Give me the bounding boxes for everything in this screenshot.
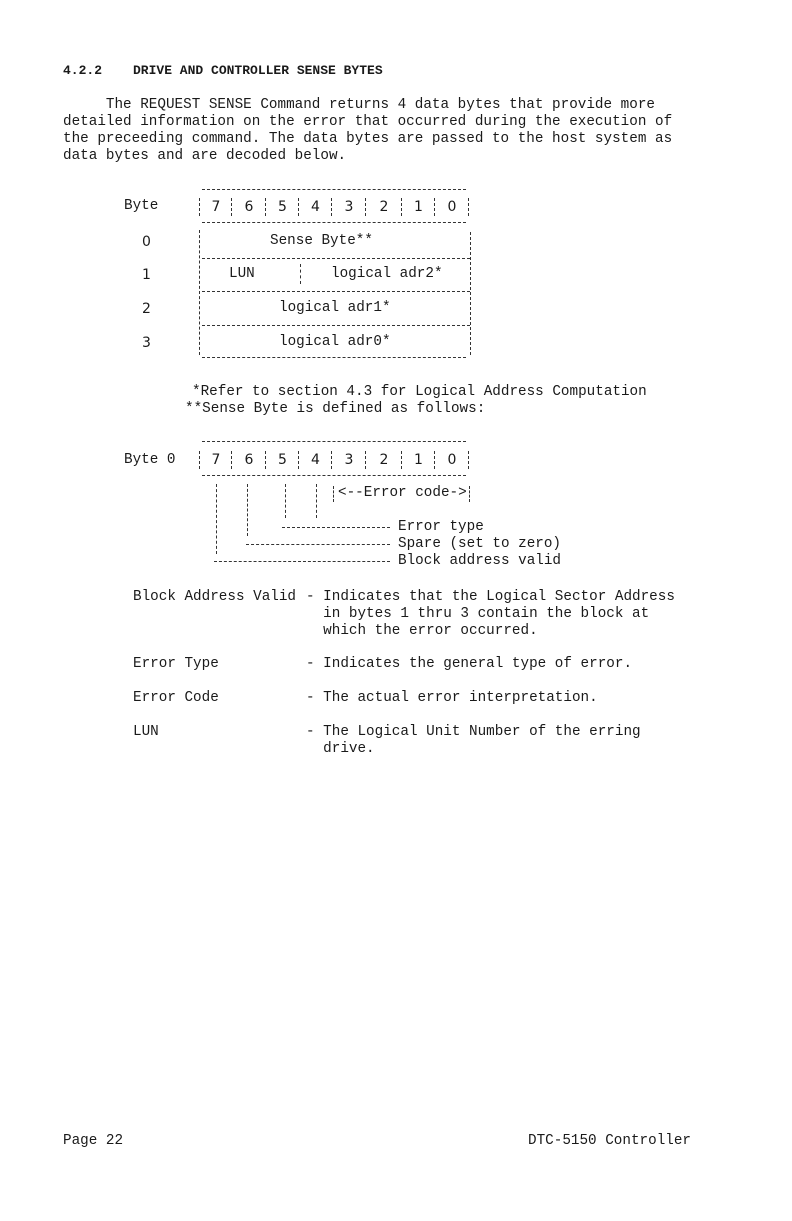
page-number: Page 22 — [63, 1133, 124, 1149]
bit-header: 7 — [211, 199, 221, 215]
definition-text: - The Logical Unit Number of the erring — [306, 724, 641, 740]
byte-label: Byte 0 — [124, 452, 176, 468]
row-field: logical adr1* — [279, 300, 391, 316]
bit-field-label: Block address valid — [398, 553, 562, 569]
row-lun-field: LUN — [229, 266, 255, 282]
definition-term: LUN — [133, 724, 159, 740]
byte-index: 0 — [142, 234, 151, 250]
bit-header: 6 — [244, 452, 254, 468]
footnote: **Sense Byte is defined as follows: — [185, 401, 486, 417]
definition-term: Error Type — [133, 656, 219, 672]
byte-index: 1 — [142, 267, 151, 283]
intro-line: detailed information on the error that occurred during the execution of — [63, 114, 673, 130]
row-field: logical adr0* — [279, 334, 391, 350]
row-field: logical adr2* — [331, 266, 443, 282]
bit-header: 6 — [244, 199, 254, 215]
bit-header: 1 — [414, 199, 423, 215]
bit-header: 5 — [278, 199, 287, 215]
bit-header: 0 — [447, 452, 457, 468]
definition-text: - Indicates that the Logical Sector Address — [306, 589, 675, 605]
footnote: *Refer to section 4.3 for Logical Address Computation — [192, 384, 647, 400]
bit-header: 7 — [211, 452, 221, 468]
intro-line: the preceeding command. The data bytes are passed to the host system as — [63, 131, 673, 147]
definition-text: which the error occurred. — [306, 623, 538, 639]
definition-term: Block Address Valid — [133, 589, 297, 605]
document-title: DTC-5150 Controller — [528, 1133, 692, 1149]
bit-header: 3 — [344, 199, 354, 215]
byte-label: Byte — [124, 198, 159, 214]
row-field: Sense Byte** — [270, 233, 373, 249]
definition-term: Error Code — [133, 690, 219, 706]
bit-header: 2 — [379, 199, 389, 215]
definition-text: drive. — [306, 741, 375, 757]
section-title: DRIVE AND CONTROLLER SENSE BYTES — [133, 63, 383, 78]
intro-line: The REQUEST SENSE Command returns 4 data bytes that provide more — [63, 97, 655, 113]
byte-index: 2 — [142, 301, 151, 317]
bit-header: 3 — [344, 452, 354, 468]
bit-header: 2 — [379, 452, 389, 468]
bit-header: 1 — [414, 452, 423, 468]
section-number: 4.2.2 — [63, 63, 103, 78]
bit-field-label: Spare (set to zero) — [398, 536, 562, 552]
bit-header: 4 — [311, 199, 320, 215]
bit-header: 0 — [447, 199, 457, 215]
bit-header: 4 — [311, 452, 320, 468]
definition-text: - The actual error interpretation. — [306, 690, 598, 706]
byte-index: 3 — [142, 335, 151, 351]
bit-field-label: Error type — [398, 519, 484, 535]
intro-line: data bytes and are decoded below. — [63, 148, 347, 164]
error-code-field: <--Error code-> — [338, 485, 467, 501]
definition-text: - Indicates the general type of error. — [306, 656, 633, 672]
bit-header: 5 — [278, 452, 287, 468]
definition-text: in bytes 1 thru 3 contain the block at — [306, 606, 650, 622]
